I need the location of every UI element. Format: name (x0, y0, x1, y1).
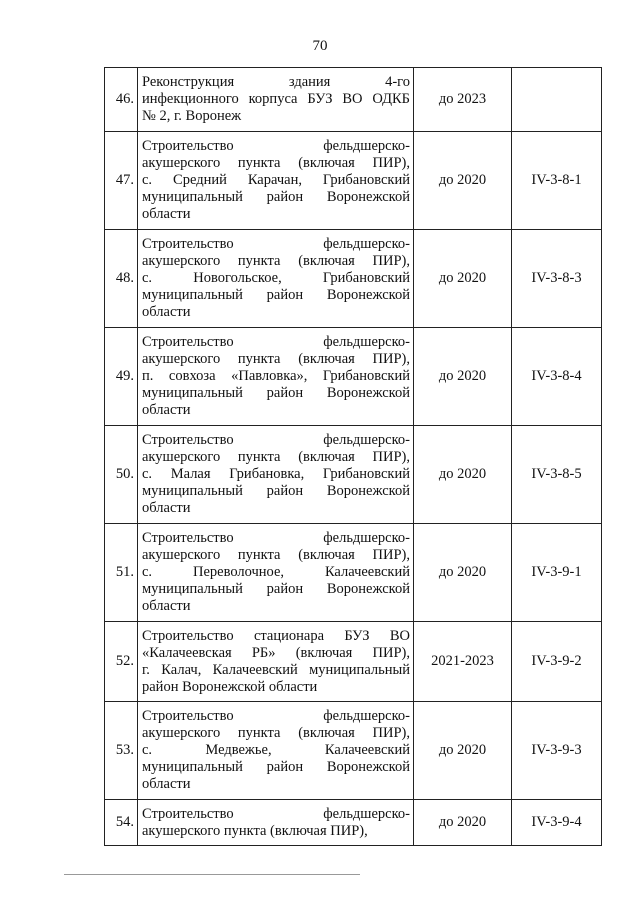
description-line: области (142, 402, 191, 418)
table-row (105, 132, 602, 230)
project-term: 2021-2023 (414, 622, 512, 702)
description-line: области (142, 304, 191, 320)
description-line: с. Новогольское, Грибановский (142, 270, 410, 286)
project-description (138, 68, 414, 132)
project-description (138, 622, 414, 702)
description-line: Строительство фельдшерско- (142, 530, 410, 546)
description-line: с. Медвежье, Калачеевский (142, 742, 410, 758)
table-row (105, 230, 602, 328)
row-number: 51. (105, 524, 138, 622)
project-description (138, 800, 414, 846)
description-line: Строительство фельдшерско- (142, 138, 410, 154)
row-number: 46. (105, 68, 138, 132)
table-row (105, 524, 602, 622)
description-line: области (142, 776, 191, 792)
project-code: IV-3-9-3 (512, 702, 602, 800)
project-code: IV-3-9-2 (512, 622, 602, 702)
table-row (105, 622, 602, 702)
project-description (138, 328, 414, 426)
row-number: 49. (105, 328, 138, 426)
description-line: № 2, г. Воронеж (142, 108, 242, 124)
description-line: акушерского пункта (включая ПИР), (142, 351, 410, 367)
project-term: до 2020 (414, 328, 512, 426)
project-code: IV-3-9-1 (512, 524, 602, 622)
row-number: 48. (105, 230, 138, 328)
projects-table (104, 67, 602, 846)
description-line: г. Калач, Калачеевский муниципальный (142, 661, 410, 678)
projects-table-body (105, 68, 602, 846)
row-number: 53. (105, 702, 138, 800)
row-number: 50. (105, 426, 138, 524)
description-line: муниципальный район Воронежской (142, 287, 410, 303)
row-number: 54. (105, 800, 138, 846)
description-line: области (142, 500, 191, 516)
project-code: IV-3-8-3 (512, 230, 602, 328)
project-term: до 2020 (414, 702, 512, 800)
description-line: инфекционного корпуса БУЗ ВО ОДКБ (142, 91, 410, 107)
project-term: до 2020 (414, 524, 512, 622)
project-description (138, 426, 414, 524)
project-code: IV-3-8-5 (512, 426, 602, 524)
description-line: с. Средний Карачан, Грибановский (142, 172, 410, 188)
page-number: 70 (312, 38, 328, 54)
project-term: до 2020 (414, 426, 512, 524)
project-term: до 2020 (414, 800, 512, 846)
description-line: муниципальный район Воронежской (142, 385, 410, 401)
description-line: Строительство фельдшерско- (142, 432, 410, 448)
description-line: области (142, 598, 191, 614)
description-line: акушерского пункта (включая ПИР), (142, 155, 410, 171)
description-line: акушерского пункта (включая ПИР), (142, 822, 368, 839)
description-line: муниципальный район Воронежской (142, 581, 410, 597)
description-line: Строительство фельдшерско- (142, 805, 410, 822)
project-term: до 2023 (414, 68, 512, 132)
description-line: с. Переволочное, Калачеевский (142, 564, 410, 580)
description-line: п. совхоза «Павловка», Грибановский (142, 368, 410, 384)
project-code: IV-3-9-4 (512, 800, 602, 846)
row-number: 47. (105, 132, 138, 230)
project-description (138, 132, 414, 230)
description-line: акушерского пункта (включая ПИР), (142, 253, 410, 269)
table-row (105, 328, 602, 426)
project-term: до 2020 (414, 230, 512, 328)
description-line: области (142, 206, 191, 222)
row-number: 52. (105, 622, 138, 702)
description-line: Строительство фельдшерско- (142, 708, 410, 724)
description-line: акушерского пункта (включая ПИР), (142, 547, 410, 563)
description-line: муниципальный район Воронежской (142, 483, 410, 499)
description-line: с. Малая Грибановка, Грибановский (142, 466, 410, 482)
project-description (138, 230, 414, 328)
project-code (512, 68, 602, 132)
table-row (105, 426, 602, 524)
description-line: Строительство стационара БУЗ ВО (142, 627, 410, 644)
project-description (138, 702, 414, 800)
description-line: Строительство фельдшерско- (142, 334, 410, 350)
project-code: IV-3-8-4 (512, 328, 602, 426)
table-row (105, 68, 602, 132)
project-term: до 2020 (414, 132, 512, 230)
description-line: район Воронежской области (142, 678, 318, 695)
description-line: муниципальный район Воронежской (142, 759, 410, 775)
description-line: муниципальный район Воронежской (142, 189, 410, 205)
description-line: акушерского пункта (включая ПИР), (142, 449, 410, 465)
table-row (105, 702, 602, 800)
description-line: «Калачеевская РБ» (включая ПИР), (142, 644, 410, 661)
description-line: акушерского пункта (включая ПИР), (142, 725, 410, 741)
project-code: IV-3-8-1 (512, 132, 602, 230)
project-description (138, 524, 414, 622)
description-line: Реконструкция здания 4-го (142, 74, 410, 90)
table-row (105, 800, 602, 846)
footer-rule (64, 874, 360, 875)
description-line: Строительство фельдшерско- (142, 236, 410, 252)
